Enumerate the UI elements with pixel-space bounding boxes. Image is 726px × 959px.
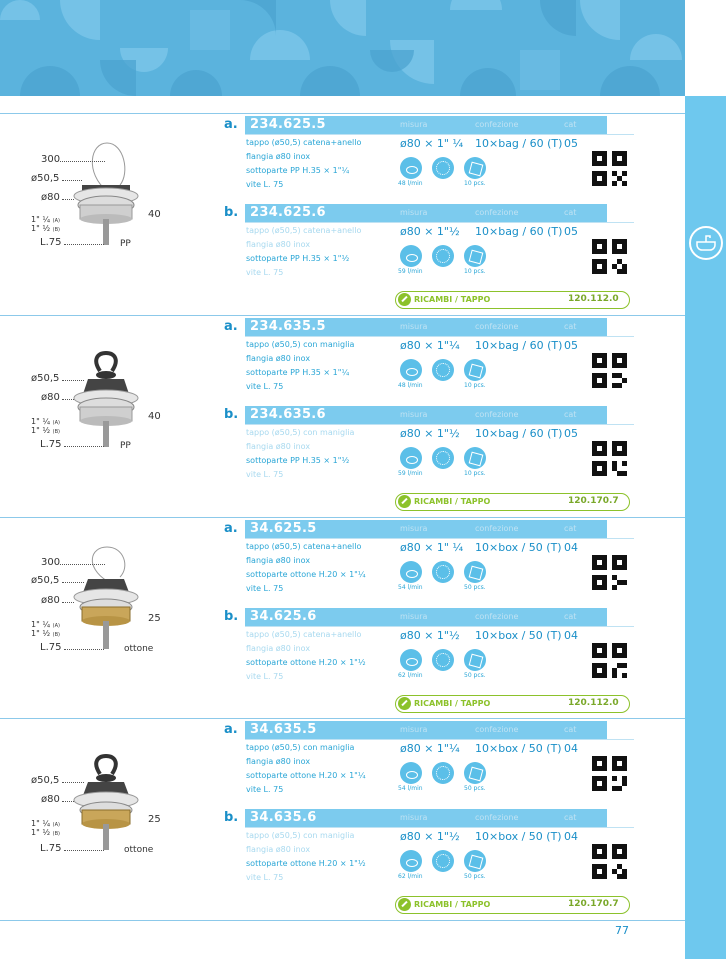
dim-line: [60, 161, 105, 162]
dim-chain: 300: [41, 154, 61, 165]
misura-value: ø80 × 1"½: [400, 225, 460, 238]
flow-rate-icon: [400, 649, 422, 671]
spec-line: tappo (ø50,5) con maniglia: [246, 743, 355, 752]
spec-line: vite L. 75: [246, 180, 284, 189]
dim-line: [62, 582, 84, 583]
confezione-value: 10×box / 50 (T): [475, 742, 562, 755]
product-code: 234.635.5: [250, 319, 326, 334]
packaging-icon: [464, 157, 486, 179]
variant-letter: b.: [224, 205, 239, 220]
ricambi-button[interactable]: [395, 896, 630, 914]
dim-flange: ø80: [41, 794, 60, 805]
spec-line: tappo (ø50,5) catena+anello: [246, 226, 362, 235]
cat-value: 04: [564, 541, 578, 554]
header-misura: misura: [400, 322, 428, 331]
dim-thread-b-value: 1" ½: [31, 629, 51, 638]
footer-divider: [0, 920, 685, 921]
spec-line: sottoparte PP H.35 × 1"½: [246, 254, 350, 263]
header-cat: cat: [564, 725, 577, 734]
dim-thread-a-value: 1" ¼: [31, 215, 51, 224]
ricambi-label: RICAMBI / TAPPO: [414, 699, 491, 708]
dim-tag-a: (A): [52, 623, 60, 629]
misura-value: ø80 × 1" ¼: [400, 541, 464, 554]
variant-letter: b.: [224, 810, 239, 825]
spec-line: sottoparte ottone H.20 × 1"¼: [246, 771, 366, 780]
dim-tag-a: (A): [52, 420, 60, 426]
dim-thread-b: [31, 828, 60, 837]
variant-b: [220, 608, 634, 704]
flow-rate-label: 48 l/min: [398, 382, 423, 389]
variant-letter: a.: [224, 521, 238, 536]
spec-line: vite L. 75: [246, 584, 284, 593]
header-confezione: confezione: [475, 725, 519, 734]
qr-code-icon[interactable]: [592, 151, 627, 186]
dim-cap: ø50,5: [31, 173, 60, 184]
header-cat: cat: [564, 524, 577, 533]
header-line: [245, 222, 634, 223]
header-misura: misura: [400, 612, 428, 621]
header-line: [245, 134, 634, 135]
dim-cap: ø50,5: [31, 775, 60, 786]
pieces-label: 50 pcs.: [464, 672, 486, 679]
pieces-icon: [432, 157, 454, 179]
product-code: 234.625.6: [250, 205, 326, 220]
spec-line: flangia ø80 inox: [246, 240, 311, 249]
dim-line: [64, 244, 104, 245]
confezione-value: 10×bag / 60 (T): [475, 225, 563, 238]
header-line: [245, 739, 634, 740]
misura-value: ø80 × 1"½: [400, 629, 460, 642]
spec-line: flangia ø80 inox: [246, 757, 311, 766]
material-label: ottone: [124, 644, 154, 654]
dim-length: L.75: [40, 439, 62, 450]
page-number: 77: [615, 924, 629, 937]
dim-tag-a: (A): [52, 822, 60, 828]
dim-line: [62, 399, 74, 400]
product-drawing: [0, 718, 230, 920]
header-cat: cat: [564, 208, 577, 217]
confezione-value: 10×bag / 60 (T): [475, 137, 563, 150]
spec-line: flangia ø80 inox: [246, 442, 311, 451]
pieces-label: 10 pcs.: [464, 268, 486, 275]
qr-code-icon[interactable]: [592, 441, 627, 476]
spec-line: vite L. 75: [246, 268, 284, 277]
header-confezione: confezione: [475, 410, 519, 419]
qr-code-icon[interactable]: [592, 239, 627, 274]
product-section-2: [0, 315, 685, 517]
dim-line: [64, 649, 104, 650]
header-confezione: confezione: [475, 813, 519, 822]
header-line: [245, 336, 634, 337]
header-line: [245, 827, 634, 828]
dim-length: L.75: [40, 237, 62, 248]
misura-value: ø80 × 1"¼: [400, 339, 460, 352]
spec-line: vite L. 75: [246, 785, 284, 794]
pieces-label: 50 pcs.: [464, 584, 486, 591]
spec-line: flangia ø80 inox: [246, 152, 311, 161]
packaging-icon: [464, 447, 486, 469]
flow-rate-label: 59 l/min: [398, 268, 423, 275]
header-misura: misura: [400, 725, 428, 734]
flow-rate-icon: [400, 157, 422, 179]
pieces-icon: [432, 762, 454, 784]
variant-letter: a.: [224, 319, 238, 334]
dim-thread-a: [31, 215, 60, 224]
variant-b: [220, 406, 634, 502]
header-confezione: confezione: [475, 322, 519, 331]
spec-line: flangia ø80 inox: [246, 644, 311, 653]
spec-line: vite L. 75: [246, 382, 284, 391]
dim-thread-a-value: 1" ¼: [31, 620, 51, 629]
ricambi-label: RICAMBI / TAPPO: [414, 900, 491, 909]
qr-code-icon[interactable]: [592, 844, 627, 879]
header-cat: cat: [564, 410, 577, 419]
qr-code-icon[interactable]: [592, 643, 627, 678]
flow-rate-icon: [400, 561, 422, 583]
box-icon: [464, 561, 486, 583]
dim-thread-a: [31, 819, 60, 828]
variant-a: [220, 116, 634, 212]
spec-line: vite L. 75: [246, 470, 284, 479]
header-misura: misura: [400, 208, 428, 217]
dim-cap: ø50,5: [31, 373, 60, 384]
waste-plug-chain-drawing: [0, 113, 230, 315]
cat-value: 05: [564, 225, 578, 238]
pieces-icon: [432, 649, 454, 671]
header-cat: cat: [564, 322, 577, 331]
dim-tag-b: (B): [52, 227, 60, 233]
dim-length: L.75: [40, 843, 62, 854]
dim-height: 40: [148, 411, 161, 422]
dim-thread-a: [31, 620, 60, 629]
spec-line: tappo (ø50,5) catena+anello: [246, 542, 362, 551]
dim-line: [62, 199, 74, 200]
header-banner: [0, 0, 685, 96]
material-label: PP: [120, 239, 131, 249]
dim-thread-b: [31, 224, 60, 233]
spec-line: sottoparte PP H.35 × 1"¼: [246, 368, 350, 377]
confezione-value: 10×bag / 60 (T): [475, 427, 563, 440]
material-label: PP: [120, 441, 131, 451]
dim-thread-a-value: 1" ¼: [31, 819, 51, 828]
cat-value: 04: [564, 830, 578, 843]
dim-cap: ø50,5: [31, 575, 60, 586]
dim-line: [62, 801, 74, 802]
variant-a: [220, 721, 634, 817]
product-section-3: [0, 517, 685, 719]
variant-letter: b.: [224, 609, 239, 624]
variant-a: [220, 318, 634, 414]
misura-value: ø80 × 1"¼: [400, 742, 460, 755]
spec-line: tappo (ø50,5) con maniglia: [246, 831, 355, 840]
variant-letter: a.: [224, 722, 238, 737]
box-icon: [464, 649, 486, 671]
confezione-value: 10×box / 50 (T): [475, 830, 562, 843]
dim-flange: ø80: [41, 392, 60, 403]
confezione-value: 10×bag / 60 (T): [475, 339, 563, 352]
header-line: [245, 626, 634, 627]
packaging-icon: [464, 359, 486, 381]
dim-thread-b: [31, 426, 60, 435]
ricambi-code: 120.170.7: [568, 899, 619, 909]
header-misura: misura: [400, 813, 428, 822]
spec-line: sottoparte ottone H.20 × 1"½: [246, 859, 366, 868]
product-code: 234.635.6: [250, 407, 326, 422]
variant-letter: b.: [224, 407, 239, 422]
spec-line: flangia ø80 inox: [246, 354, 311, 363]
product-drawing: [0, 517, 230, 719]
pieces-icon: [432, 561, 454, 583]
spec-line: tappo (ø50,5) con maniglia: [246, 428, 355, 437]
header-cat: cat: [564, 120, 577, 129]
ricambi-code: 120.112.0: [568, 698, 619, 708]
flow-rate-label: 54 l/min: [398, 584, 423, 591]
dim-line: [62, 180, 82, 181]
product-code: 34.635.5: [250, 722, 317, 737]
qr-code-icon[interactable]: [592, 353, 627, 388]
pieces-icon: [432, 359, 454, 381]
spec-line: flangia ø80 inox: [246, 556, 311, 565]
material-label: ottone: [124, 845, 154, 855]
packaging-icon: [464, 245, 486, 267]
spec-line: flangia ø80 inox: [246, 845, 311, 854]
sink-icon: [689, 226, 723, 260]
ricambi-label: RICAMBI / TAPPO: [414, 497, 491, 506]
dim-thread-b-value: 1" ½: [31, 426, 51, 435]
dim-thread-a-value: 1" ¼: [31, 417, 51, 426]
dim-thread-b-value: 1" ½: [31, 828, 51, 837]
waste-plug-chain-brass-drawing: [0, 517, 230, 719]
variant-letter: a.: [224, 117, 238, 132]
dim-flange: ø80: [41, 192, 60, 203]
cat-value: 05: [564, 427, 578, 440]
header-line: [245, 424, 634, 425]
wrench-icon: [398, 898, 411, 911]
flow-rate-icon: [400, 762, 422, 784]
spec-line: vite L. 75: [246, 873, 284, 882]
spec-line: sottoparte ottone H.20 × 1"¼: [246, 570, 366, 579]
waste-plug-handle-drawing: [0, 315, 230, 517]
spec-line: tappo (ø50,5) con maniglia: [246, 340, 355, 349]
ricambi-button[interactable]: [395, 695, 630, 713]
header-confezione: confezione: [475, 120, 519, 129]
variant-b: [220, 204, 634, 300]
dim-tag-a: (A): [52, 218, 60, 224]
dim-line: [62, 602, 74, 603]
confezione-value: 10×box / 50 (T): [475, 541, 562, 554]
side-top-white: [685, 0, 726, 96]
dim-height: 40: [148, 209, 161, 220]
flow-rate-icon: [400, 359, 422, 381]
spec-line: sottoparte ottone H.20 × 1"½: [246, 658, 366, 667]
spec-line: vite L. 75: [246, 672, 284, 681]
dim-chain: 300: [41, 557, 61, 568]
dim-tag-b: (B): [52, 831, 60, 837]
variant-b: [220, 809, 634, 905]
flow-rate-label: 62 l/min: [398, 873, 423, 880]
product-drawing: [0, 315, 230, 517]
cat-value: 05: [564, 339, 578, 352]
flow-rate-icon: [400, 447, 422, 469]
confezione-value: 10×box / 50 (T): [475, 629, 562, 642]
pieces-label: 10 pcs.: [464, 382, 486, 389]
dim-thread-b-value: 1" ½: [31, 224, 51, 233]
pieces-label: 10 pcs.: [464, 470, 486, 477]
header-cat: cat: [564, 813, 577, 822]
variant-a: [220, 520, 634, 616]
spec-line: tappo (ø50,5) catena+anello: [246, 138, 362, 147]
dim-line: [64, 850, 104, 851]
dim-length: L.75: [40, 642, 62, 653]
product-code: 234.625.5: [250, 117, 326, 132]
flow-rate-label: 62 l/min: [398, 672, 423, 679]
cat-value: 04: [564, 629, 578, 642]
ricambi-code: 120.112.0: [568, 294, 619, 304]
wrench-icon: [398, 293, 411, 306]
ricambi-button[interactable]: [395, 493, 630, 511]
dim-tag-b: (B): [52, 632, 60, 638]
header-misura: misura: [400, 410, 428, 419]
pieces-label: 50 pcs.: [464, 873, 486, 880]
header-misura: misura: [400, 524, 428, 533]
wrench-icon: [398, 697, 411, 710]
dim-line: [62, 782, 84, 783]
spec-line: sottoparte PP H.35 × 1"¼: [246, 166, 350, 175]
dim-line: [64, 446, 104, 447]
header-misura: misura: [400, 120, 428, 129]
ricambi-label: RICAMBI / TAPPO: [414, 295, 491, 304]
product-code: 34.635.6: [250, 810, 317, 825]
dim-thread-b: [31, 629, 60, 638]
misura-value: ø80 × 1"½: [400, 830, 460, 843]
flow-rate-icon: [400, 850, 422, 872]
pieces-icon: [432, 850, 454, 872]
product-code: 34.625.5: [250, 521, 317, 536]
spec-line: sottoparte PP H.35 × 1"½: [246, 456, 350, 465]
header-line: [245, 538, 634, 539]
dim-line: [62, 380, 84, 381]
pieces-icon: [432, 245, 454, 267]
misura-value: ø80 × 1"½: [400, 427, 460, 440]
header-confezione: confezione: [475, 524, 519, 533]
pieces-label: 50 pcs.: [464, 785, 486, 792]
banner-pattern: [0, 0, 685, 96]
dim-height: 25: [148, 814, 161, 825]
flow-rate-icon: [400, 245, 422, 267]
spec-line: tappo (ø50,5) catena+anello: [246, 630, 362, 639]
dim-tag-b: (B): [52, 429, 60, 435]
ricambi-code: 120.170.7: [568, 496, 619, 506]
cat-value: 04: [564, 742, 578, 755]
product-section-1: [0, 113, 685, 315]
flow-rate-label: 54 l/min: [398, 785, 423, 792]
cat-value: 05: [564, 137, 578, 150]
flow-rate-label: 59 l/min: [398, 470, 423, 477]
dim-thread-a: [31, 417, 60, 426]
dim-line: [60, 564, 105, 565]
qr-code-icon[interactable]: [592, 756, 627, 791]
dim-height: 25: [148, 613, 161, 624]
product-drawing: [0, 113, 230, 315]
product-section-4: [0, 718, 685, 920]
qr-code-icon[interactable]: [592, 555, 627, 590]
pieces-label: 10 pcs.: [464, 180, 486, 187]
ricambi-button[interactable]: [395, 291, 630, 309]
dim-flange: ø80: [41, 595, 60, 606]
product-code: 34.625.6: [250, 609, 317, 624]
flow-rate-label: 48 l/min: [398, 180, 423, 187]
box-icon: [464, 762, 486, 784]
header-confezione: confezione: [475, 612, 519, 621]
header-confezione: confezione: [475, 208, 519, 217]
wrench-icon: [398, 495, 411, 508]
pieces-icon: [432, 447, 454, 469]
misura-value: ø80 × 1" ¼: [400, 137, 464, 150]
box-icon: [464, 850, 486, 872]
header-cat: cat: [564, 612, 577, 621]
